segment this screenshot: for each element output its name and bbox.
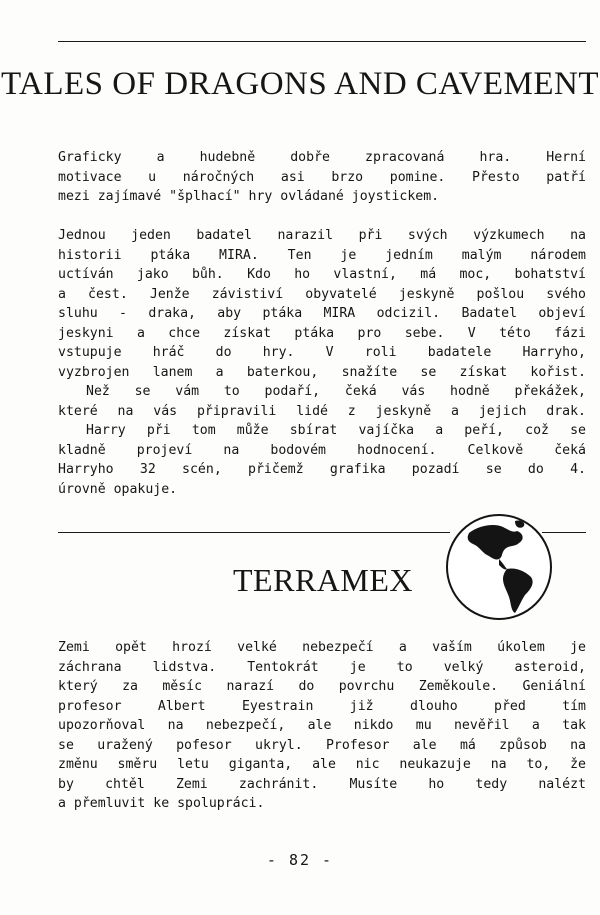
text-line: mezi zajímavé "šplhací" hry ovládané joystickem. (58, 189, 440, 204)
text-line: úrovně opakuje. (58, 481, 178, 497)
middle-rule-left (58, 532, 450, 533)
text-line: který za měsíc narazí do povrchu Zeměkoule. Geniální (58, 679, 586, 694)
text-line: Jednou jeden badatel narazil při svých výzkumech na (58, 228, 586, 243)
text-line: které na vás připravili lidé z jeskyně a jejich drak. (58, 403, 586, 419)
text-line: a čest. Jenže závistiví obyvatelé jeskyně pošlou svého (58, 286, 586, 302)
text-line: upozorňoval na nebezpečí, ale nikdo mu nevěřil a tak (58, 718, 586, 733)
text-line: by chtěl Zemi zachránit. Musíte ho tedy nalézt (58, 776, 586, 792)
text-line: změnu směru letu giganta, ale nic neukazuje na to, že (58, 757, 586, 772)
text-line: záchrana lidstva. Tentokrát je to velký asteroid, (58, 659, 586, 675)
paragraph-story (58, 226, 586, 499)
text-line: historii ptáka MIRA. Ten je jedním malým národem (58, 247, 586, 263)
text-line: Harryho 32 scén, přičemž grafika pozadí se do 4. (58, 462, 586, 477)
text-line: Harry při tom může sbírat vajíčka a peří, což se (86, 423, 586, 438)
text-line: Zemi opět hrozí velké nebezpečí a vaším úkolem je (58, 640, 586, 655)
top-rule (58, 41, 586, 42)
text-line: motivace u náročných asi brzo pomine. Přesto patří (58, 169, 586, 185)
text-line: sluhu - draka, aby ptáka MIRA odcizil. Badatel objeví (58, 306, 586, 321)
text-line: Graficky a hudebně dobře zpracovaná hra. Herní (58, 150, 586, 165)
text-line: jeskyni a chce získat ptáka pro sebe. V této fázi (58, 325, 586, 341)
section-title-tales-of-dragons: TALES OF DRAGONS AND CAVEMENT (1, 66, 599, 102)
text-line: a přemluvit ke spolupráci. (58, 796, 265, 811)
text-line: profesor Albert Eyestrain již dlouho před tím (58, 698, 586, 714)
section-title-terramex: TERRAMEX (233, 562, 413, 598)
text-line: vyzbrojen lanem a baterkou, snažíte se získat kořist. (58, 364, 586, 380)
globe-americas-icon (443, 511, 555, 623)
text-line: uctíván jako bůh. Kdo ho vlastní, má moc, bohatství (58, 267, 586, 282)
text-line: kladně projeví na bodovém hodnocení. Celkově čeká (58, 442, 586, 458)
text-line: Než se vám to podaří, čeká vás hodně překážek, (86, 384, 586, 399)
text-line: vstupuje hráč do hry. V roli badatele Harryho, (58, 345, 586, 360)
text-line: se uražený pofesor ukryl. Profesor ale má způsob na (58, 737, 586, 753)
paragraph-intro (58, 148, 586, 207)
paragraph-terramex (58, 638, 586, 814)
page-number: - 82 - (266, 851, 334, 869)
